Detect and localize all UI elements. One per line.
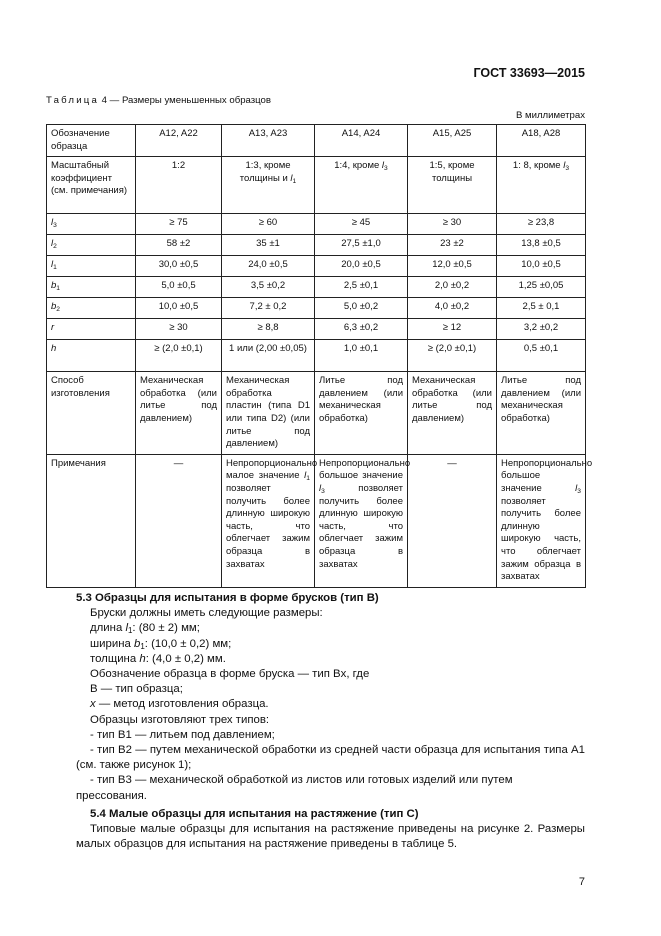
table-cell: ≥ (2,0 ±0,1)	[408, 340, 497, 372]
table-cell: 35 ±1	[222, 235, 315, 256]
table-cell: 2,5 ± 0,1	[497, 298, 586, 319]
table-cell: 30,0 ±0,5	[136, 256, 222, 277]
column-header: A15, A25	[408, 125, 497, 157]
table-cell: 1:2	[136, 157, 222, 214]
table-row	[47, 319, 586, 340]
types-intro: Образцы изготовляют трех типов:	[90, 713, 270, 726]
table-caption-word: Таблица	[46, 95, 100, 106]
table-cell: 1:3, кроме толщины и $l_1$	[222, 157, 315, 214]
row-label: Примечания	[47, 454, 136, 587]
table-cell: 5,0 ±0,5	[136, 277, 222, 298]
table-cell: 24,0 ±0,5	[222, 256, 315, 277]
table-cell: 6,3 ±0,2	[315, 319, 408, 340]
type-b2: - тип B2 — путем механической обработки из средней части образца для испытания типа A1 (см. также рисунок 1);	[76, 744, 585, 772]
table-cell: ≥ 23,8	[497, 214, 586, 235]
table-cell: ≥ 60	[222, 214, 315, 235]
page-number: 7	[578, 876, 585, 888]
dimensions-table	[46, 124, 593, 588]
main-text	[76, 591, 585, 852]
table-cell: —	[408, 454, 497, 587]
row-label: $l_1$	[47, 256, 136, 277]
table-cell: 3,2 ±0,2	[497, 319, 586, 340]
row-label: h	[47, 340, 136, 372]
table-caption	[46, 95, 271, 106]
column-header: A18, A28	[497, 125, 586, 157]
table-cell: Литье под давлением (или механическая обработка)	[497, 372, 586, 455]
table-cell: ≥ 30	[136, 319, 222, 340]
b-definition: B — тип образца;	[90, 683, 183, 696]
table-row	[47, 372, 586, 455]
table-cell: Непропорционально большое значение $l_3$ позволяет получить более длинную широкую часть, что облегчает зажим образца в захватах	[315, 454, 408, 587]
table-cell: 58 ±2	[136, 235, 222, 256]
column-header-designation: Обозначение образца	[47, 125, 136, 157]
table-cell: 0,5 ±0,1	[497, 340, 586, 372]
table-cell: 1,25 ±0,05	[497, 277, 586, 298]
table-cell: 1:4, кроме $l_3$	[315, 157, 408, 214]
table-row	[47, 235, 586, 256]
bars-length: длина $l_1$: (80 ± 2) мм;	[90, 622, 200, 636]
table-row	[47, 256, 586, 277]
table-cell: 13,8 ±0,5	[497, 235, 586, 256]
table-cell: ≥ 30	[408, 214, 497, 235]
table-row	[47, 214, 586, 235]
row-label: $b_1$	[47, 277, 136, 298]
type-b1: - тип B1 — литьем под давлением;	[90, 728, 275, 741]
bars-intro: Бруски должны иметь следующие размеры:	[90, 607, 323, 620]
table-row	[47, 454, 586, 587]
table-cell: 5,0 ±0,2	[315, 298, 408, 319]
table-cell: Механическая обработка (или литье под давлением)	[136, 372, 222, 455]
section-5-4-heading: 5.4 Малые образцы для испытания на растяжение (тип C)	[90, 807, 419, 820]
table-cell: Механическая обработка пластин (типа D1 или типа D2) (или литье под давлением)	[222, 372, 315, 455]
table-row	[47, 298, 586, 319]
section-5-3-heading: 5.3 Образцы для испытания в форме брусков (тип B)	[76, 592, 379, 604]
table-row	[47, 277, 586, 298]
table-cell: 7,2 ± 0,2	[222, 298, 315, 319]
table-cell: 1 или (2,00 ±0,05)	[222, 340, 315, 372]
section-5-4-text: Типовые малые образцы для испытания на растяжение приведены на рисунке 2. Размеры малых образцов для испытания на растяжение приведены в таблице 5.	[76, 823, 585, 851]
row-label: $l_3$	[47, 214, 136, 235]
table-cell: ≥ 8,8	[222, 319, 315, 340]
table-cell: 12,0 ±0,5	[408, 256, 497, 277]
table-cell: 3,5 ±0,2	[222, 277, 315, 298]
table-cell: Литье под давлением (или механическая обработка)	[315, 372, 408, 455]
table-cell: Непропорционально малое значение $l_1$ позволяет получить более длинную широкую часть, что облегчает зажим образца в захватах	[222, 454, 315, 587]
row-label: Способ изготовления	[47, 372, 136, 455]
standard-designation: ГОСТ 33693—2015	[473, 66, 585, 80]
table-cell: 2,0 ±0,2	[408, 277, 497, 298]
table-cell: ≥ 75	[136, 214, 222, 235]
table-units: В миллиметрах	[515, 110, 585, 121]
table-cell: ≥ 12	[408, 319, 497, 340]
table-header-row	[47, 125, 586, 157]
table-cell: 20,0 ±0,5	[315, 256, 408, 277]
table-cell: ≥ 45	[315, 214, 408, 235]
column-header: A14, A24	[315, 125, 408, 157]
table-cell: 10,0 ±0,5	[497, 256, 586, 277]
table-cell: 2,5 ±0,1	[315, 277, 408, 298]
table-cell: ≥ (2,0 ±0,1)	[136, 340, 222, 372]
bars-width: ширина $b_1$: (10,0 ± 0,2) мм;	[90, 637, 232, 651]
bars-thickness: толщина h: (4,0 ± 0,2) мм.	[90, 652, 226, 665]
table-cell: 4,0 ±0,2	[408, 298, 497, 319]
bars-designation: Обозначение образца в форме бруска — тип Bx, где	[90, 668, 370, 681]
column-header: A13, A23	[222, 125, 315, 157]
table-row	[47, 340, 586, 372]
table-cell: 23 ±2	[408, 235, 497, 256]
table-cell: 10,0 ±0,5	[136, 298, 222, 319]
table-cell: 1:5, кроме толщины	[408, 157, 497, 214]
row-label: $b_2$	[47, 298, 136, 319]
table-cell: Непропорционально большое значение $l_3$ позволяет получить более длинную широкую часть, что облегчает зажим образца в захватах	[497, 454, 586, 587]
table-body	[47, 125, 593, 588]
type-b3: - тип B3 — механической обработкой из листов или готовых изделий или путем прессования.	[76, 774, 513, 802]
table-cell: Механическая обработка (или литье под давлением)	[408, 372, 497, 455]
table-caption-text: 4 — Размеры уменьшенных образцов	[99, 95, 271, 106]
x-definition: x — метод изготовления образца.	[90, 698, 269, 711]
table-cell: 1: 8, кроме $l_3$	[497, 157, 586, 214]
row-label: $l_2$	[47, 235, 136, 256]
row-label: Масштабный коэффициент (см. примечания)	[47, 157, 136, 214]
table-cell: 27,5 ±1,0	[315, 235, 408, 256]
table-cell: 1,0 ±0,1	[315, 340, 408, 372]
table-row	[47, 157, 586, 214]
column-header: A12, A22	[136, 125, 222, 157]
table-cell: —	[136, 454, 222, 587]
row-label: r	[47, 319, 136, 340]
